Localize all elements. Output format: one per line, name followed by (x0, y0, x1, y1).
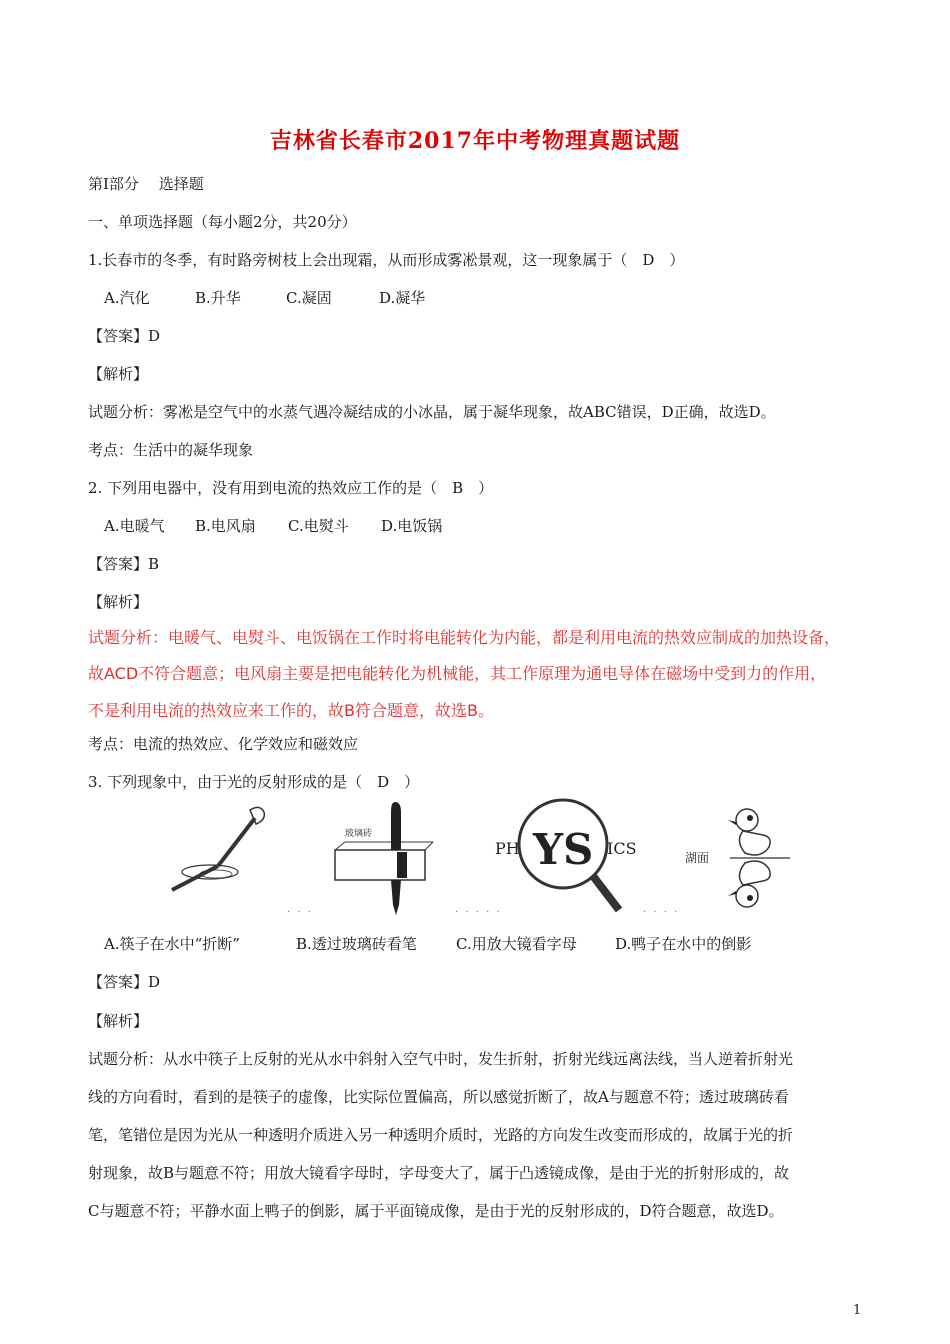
q3-option-d: D.鸭子在水中的倒影 (615, 935, 752, 953)
magnifier-text-right: ICS (607, 839, 637, 858)
q3-analysis-line-3: 笔，笔错位是因为光从一种透明介质进入另一种透明介质时，光路的方向发生改变而形成的，故属于光的折 (88, 1126, 794, 1144)
q3-option-b: B.透过玻璃砖看笔 (296, 935, 417, 953)
q2-option-a: A.电暖气 (104, 517, 165, 535)
q2-analysis-line-1: 试题分析：电暖气、电熨斗、电饭锅在工作时将电能转化为内能，都是利用电流的热效应制成的加热设备， (88, 628, 841, 647)
glass-brick-label: 玻璃砖 (345, 829, 373, 839)
q3-option-a: A.筷子在水中“折断” (104, 935, 240, 953)
q1-option-b: B.升华 (195, 289, 241, 307)
q2-analysis-label: 【解析】 (88, 593, 149, 611)
q2-stem: 2. 下列用电器中，没有用到电流的热效应工作的是（ B ） (88, 479, 494, 497)
section-heading: 一、单项选择题（每小题2分，共20分） (88, 213, 357, 231)
q1-analysis: 试题分析：雾凇是空气中的水蒸气遇冷凝结成的小冰晶，属于凝华现象，故ABC错误，D正确，故选D。 (88, 403, 776, 421)
q3-analysis-line-1: 试题分析：从水中筷子上反射的光从水中斜射入空气中时，发生折射，折射光线远离法线，当人逆着折射光 (88, 1050, 794, 1068)
q1-option-c: C.凝固 (286, 289, 332, 307)
q3-analysis-line-5: C与题意不符；平静水面上鸭子的倒影，属于平面镜成像，是由于光的反射形成的，D符合题意，故选D。 (88, 1202, 784, 1220)
figure-glass-brick (325, 800, 435, 920)
figure-divider: . . . (287, 904, 313, 915)
q1-option-d: D.凝华 (379, 289, 426, 307)
figure-magnifier (495, 796, 645, 921)
q1-answer: 【答案】D (88, 327, 161, 345)
q2-analysis-line-3: 不是利用电流的热效应来工作的，故B符合题意，故选B。 (88, 701, 494, 720)
q2-option-d: D.电饭锅 (381, 517, 443, 535)
magnifier-text-center: YS (533, 825, 594, 874)
figure-divider: . . . . (643, 904, 680, 915)
q3-analysis-line-2: 线的方向看时，看到的是筷子的虚像，比实际位置偏高，所以感觉折断了，故A与题意不符；透过玻璃砖看 (88, 1088, 789, 1106)
q2-answer: 【答案】B (88, 555, 160, 573)
figure-chopsticks (160, 800, 270, 910)
part-heading: 第Ⅰ部分 选择题 (88, 175, 204, 193)
q1-analysis-label: 【解析】 (88, 365, 149, 383)
magnifier-text-left: PH (495, 839, 520, 858)
q2-option-c: C.电熨斗 (288, 517, 349, 535)
q3-option-c: C.用放大镜看字母 (456, 935, 577, 953)
q1-stem: 1.长春市的冬季，有时路旁树枝上会出现霜，从而形成雾凇景观，这一现象属于（ D ） (88, 251, 685, 269)
q2-analysis-line-2: 故ACD不符合题意；电风扇主要是把电能转化为机械能，其工作原理为通电导体在磁场中受到力的作用， (88, 664, 827, 683)
q3-analysis-label: 【解析】 (88, 1012, 149, 1030)
q1-option-a: A.汽化 (104, 289, 150, 307)
q3-answer: 【答案】D (88, 973, 161, 991)
q3-stem: 3. 下列现象中，由于光的反射形成的是（ D ） (88, 773, 420, 791)
figure-duck-reflection (685, 800, 795, 915)
q2-option-b: B.电风扇 (195, 517, 256, 535)
q2-point: 考点：电流的热效应、化学效应和磁效应 (88, 735, 359, 753)
q3-analysis-line-4: 射现象，故B与题意不符；用放大镜看字母时，字母变大了，属于凸透镜成像，是由于光的折射形成的，故 (88, 1164, 790, 1182)
page-number: 1 (853, 1303, 862, 1318)
q1-point: 考点：生活中的凝华现象 (88, 441, 254, 459)
figure-divider: . . . . . (455, 904, 502, 915)
lake-surface-label: 湖面 (685, 851, 710, 865)
page-title: 吉林省长春市2017年中考物理真题试题 (269, 128, 681, 154)
